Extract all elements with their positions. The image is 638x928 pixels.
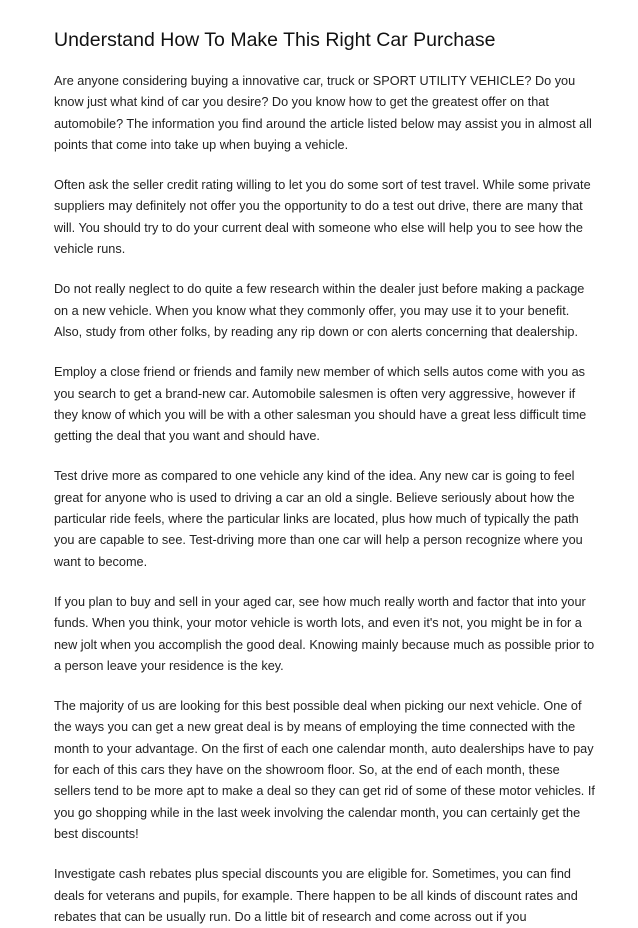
paragraph-trade-in: If you plan to buy and sell in your aged car, see how much really worth and factor that into your funds. When you think, your motor vehicle is worth lots, and even it's not, you might be in for a new jolt when you accomplish the good deal. Knowing mainly because much as possible prior to a person leave your residence is the key. xyxy=(54,594,595,673)
paragraph-rebates: Investigate cash rebates plus special discounts you are eligible for. Sometimes, you can find deals for veterans and pupils, for example. There happen to be all kinds of discount rates and rebates that can be usually run. Do a little bit of research and come across out if you xyxy=(54,867,578,924)
paragraph-test-drive-seller: Often ask the seller credit rating willing to let you do some sort of test travel. While some private suppliers may definitely not offer you the opportunity to do a test out drive, there are many that will. You should try to do your current deal with someone who else will help you to see how the vehicle runs. xyxy=(54,178,591,257)
paragraph-bring-friend: Employ a close friend or friends and family new member of which sells autos come with you as you search to get a brand-new car. Automobile salesmen is often very aggressive, however if they know of which you will be with a other salesman you should have a great less difficult time getting the deal that you want and should have. xyxy=(54,365,587,444)
paragraph-end-of-month: The majority of us are looking for this best possible deal when picking our next vehicle. One of the ways you can get a new great deal is by means of employing the time connected with the month to your advantage. On the first of each one calendar month, auto dealerships have to pay for each of this cars they have on the showroom floor. So, at the end of each month, these sellers tend to be more apt to make a deal so they can get rid of some of these motor vehicles. If you go shopping while in the last week involving the calendar month, you can certainly get the best discounts! xyxy=(54,699,595,841)
paragraph-test-drive-multiple: Test drive more as compared to one vehicle any kind of the idea. Any new car is going to feel great for anyone who is used to driving a car an old a single. Believe seriously about how the particular ride feels, where the particular links are located, plus how much of typically the path you are capable to see. Test-driving more than one car will help a person recognize where you want to become. xyxy=(54,469,583,569)
paragraph-dealer-research: Do not really neglect to do quite a few research within the dealer just before making a package on a new vehicle. When you know what they commonly offer, you may use it to your benefit. Also, study from other folks, by reading any rip down or con alerts concerning that dealership. xyxy=(54,282,585,339)
document-title: Understand How To Make This Right Car Purchase xyxy=(54,29,496,51)
paragraph-intro: Are anyone considering buying a innovative car, truck or SPORT UTILITY VEHICLE? Do you know just what kind of car you desire? Do you know how to get the greatest offer on that automobile? The information you find around the article listed below may assist you in almost all points that come into take up when buying a vehicle. xyxy=(54,74,592,152)
